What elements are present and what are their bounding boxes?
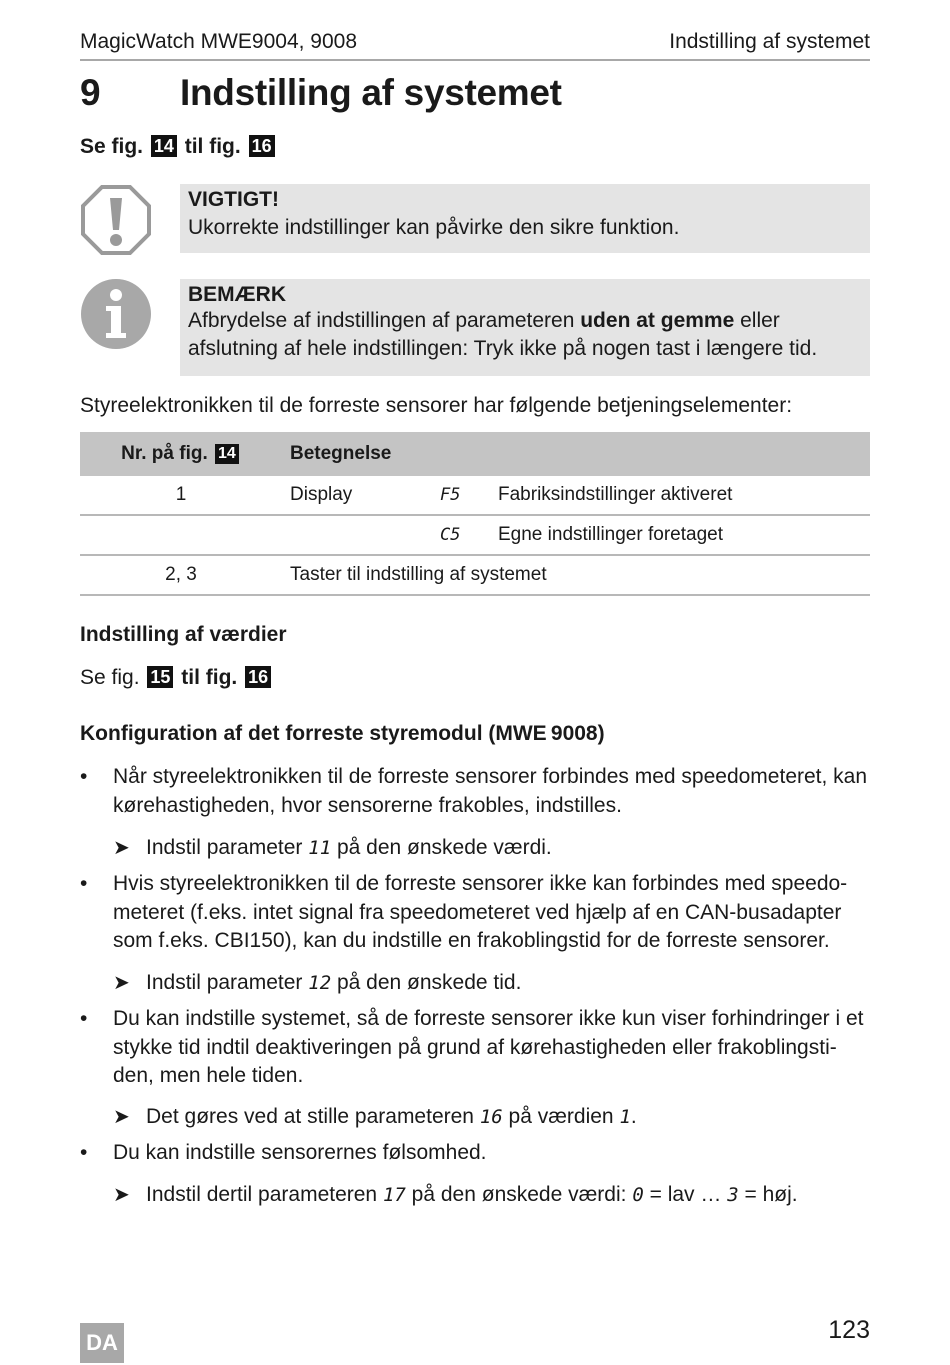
table-cell-code: C5	[440, 515, 498, 555]
bullet-marker: •	[80, 1007, 88, 1030]
table-cell-nr	[80, 515, 282, 555]
step-text-start: Det gøres ved at stille parameteren	[146, 1105, 480, 1128]
header-divider	[80, 59, 870, 61]
note-text-start: Afbrydelse af indstillingen af parameteren	[188, 309, 581, 332]
table-cell-label: Display	[282, 476, 440, 515]
note-title: BEMÆRK	[188, 283, 286, 306]
table-row	[80, 476, 870, 515]
info-circle-icon	[80, 278, 152, 350]
note-box	[180, 279, 870, 376]
step-text	[146, 1181, 866, 1210]
table-cell-label: Taster til indstilling af systemet	[282, 555, 870, 595]
list-item-text: Hvis styreelektronikken til de forreste sensorer ikke kan forbindes med speedo-meteret (f.eks. intet signal fra speedometeret ved hjælp af en CAN-busadapter som f.eks. CBI150), kan du indstille en frakoblingstid for de forreste sensorer.	[113, 872, 848, 952]
step-text-mid: på værdien	[502, 1105, 620, 1128]
table-header-nr	[80, 432, 282, 476]
step-text-start: Indstil parameter	[146, 836, 309, 859]
parameter-code: 12	[308, 972, 332, 994]
figref-middle: til fig.	[184, 135, 241, 158]
table-cell-label	[282, 515, 440, 555]
language-badge: DA	[80, 1323, 124, 1363]
step-text-end: = høj.	[738, 1183, 798, 1206]
table-row	[80, 515, 870, 555]
arrow-right-icon: ➤	[113, 1106, 130, 1128]
exclamation-octagon-icon	[80, 184, 152, 256]
table-header-name: Betegnelse	[290, 443, 392, 464]
step-text	[146, 1103, 866, 1132]
step-text-end: .	[630, 1105, 637, 1128]
step-text-mid: på den ønskede værdi:	[405, 1183, 633, 1206]
warning-title: VIGTIGT!	[188, 188, 279, 211]
figure-number-badge: 14	[215, 444, 239, 464]
list-item-text: Når styreelektronikken til de forreste sensorer forbindes med speedometeret, kan kørehastigheden, hvor sensorerne frakobles, indstilles.	[113, 765, 868, 817]
table-cell-nr: 2, 3	[80, 555, 282, 595]
figure-reference	[80, 135, 277, 159]
values-section-title: Indstilling af værdier	[80, 623, 287, 646]
step-text	[146, 969, 866, 998]
table-cell-nr: 1	[80, 476, 282, 515]
arrow-right-icon: ➤	[113, 837, 130, 859]
table-header-row	[80, 432, 870, 476]
header-section: Indstilling af systemet	[669, 30, 870, 53]
bullet-marker: •	[80, 872, 88, 895]
figure-number-badge: 16	[245, 666, 271, 688]
value-code: 1	[619, 1106, 631, 1128]
table-row	[80, 555, 870, 595]
note-text-emphasis: uden at gemme	[580, 309, 735, 332]
value-code: 0	[632, 1184, 644, 1206]
figref-prefix: Se fig.	[80, 666, 140, 689]
intro-text: Styreelektronikken til de forreste sensorer har følgende betjeningselementer:	[80, 394, 793, 417]
parameter-code: 17	[382, 1184, 406, 1206]
controls-table	[80, 432, 870, 596]
figref-prefix: Se fig.	[80, 135, 144, 158]
page-number: 123	[828, 1316, 870, 1344]
values-figure-reference	[80, 664, 273, 693]
table-header-nr-label: Nr. på fig.	[121, 443, 208, 464]
step-text-mid: = lav …	[643, 1183, 728, 1206]
table-cell-desc: Egne indstillinger foretaget	[498, 515, 870, 555]
figure-number-badge: 16	[249, 135, 275, 157]
step-text	[146, 834, 866, 863]
chapter-number: 9	[80, 72, 101, 113]
step-text-start: Indstil parameter	[146, 971, 309, 994]
header-product: MagicWatch MWE9004, 9008	[80, 30, 358, 53]
arrow-right-icon: ➤	[113, 972, 130, 994]
chapter-title: Indstilling af systemet	[180, 72, 562, 113]
figref-middle: til fig.	[181, 666, 238, 689]
warning-text: Ukorrekte indstillinger kan påvirke den sikre funktion.	[188, 216, 680, 239]
list-item-text: Du kan indstille sensorernes følsomhed.	[113, 1141, 487, 1164]
step-text-end: på den ønskede værdi.	[331, 836, 552, 859]
step-text-end: på den ønskede tid.	[331, 971, 522, 994]
parameter-code: 11	[308, 837, 332, 859]
table-cell-code: F5	[440, 476, 498, 515]
bullet-marker: •	[80, 765, 88, 788]
warning-box	[180, 184, 870, 253]
figure-number-badge: 14	[151, 135, 177, 157]
note-text	[188, 307, 862, 363]
parameter-code: 16	[479, 1106, 503, 1128]
arrow-right-icon: ➤	[113, 1184, 130, 1206]
value-code: 3	[727, 1184, 739, 1206]
step-text-start: Indstil dertil parameteren	[146, 1183, 383, 1206]
bullet-marker: •	[80, 1141, 88, 1164]
config-section-title: Konfiguration af det forreste styremodul (MWE 9008)	[80, 722, 605, 745]
list-item-text: Du kan indstille systemet, så de forreste sensorer ikke kun viser forhindringer i et stykke tid indtil deaktiveringen på grund af kørehastigheden eller frakoblingsti-den, men hele tiden.	[113, 1007, 864, 1087]
figure-number-badge: 15	[147, 666, 173, 688]
note-text-end: eller afslutning af hele indstillingen: Tryk ikke på nogen tast i længere tid.	[188, 309, 818, 360]
table-cell-desc: Fabriksindstillinger aktiveret	[498, 476, 870, 515]
